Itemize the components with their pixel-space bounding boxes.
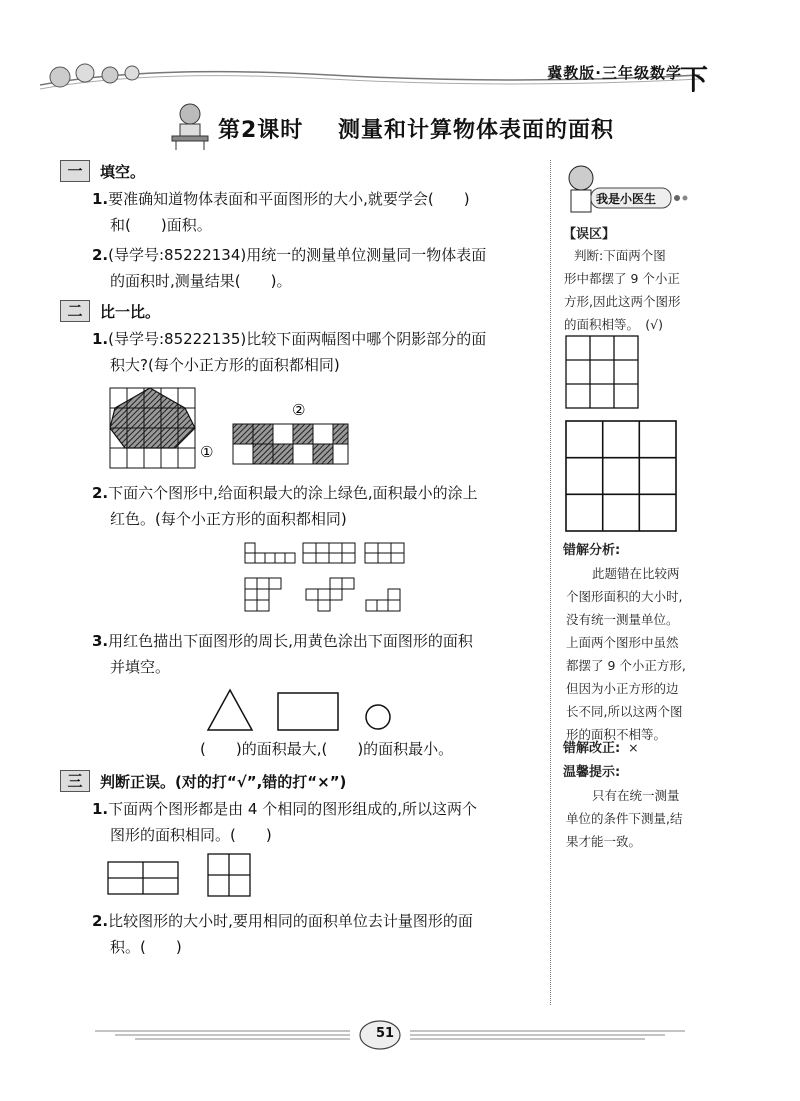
question-2-1-cont: 积大?(每个小正方形的面积都相同) bbox=[110, 356, 340, 374]
wrong-text: 判断:下面两个图 形中都摆了 9 个小正 方形,因此这两个图形 的面积相等。 (√) bbox=[564, 248, 681, 332]
tip-label: 温馨提示: bbox=[563, 765, 621, 780]
question-2-3-blanks: ( )的面积最大,( )的面积最小。 bbox=[200, 740, 454, 758]
analysis-text: 此题错在比较两 个图形面积的大小时, 没有统一测量单位。 上面两个图形中虽然 都摆了 9 个小正方形, 但因为小正方形的边 长不同,所以这两个图 形的面积不相等。 bbox=[566, 566, 686, 742]
figure-1-grid bbox=[110, 388, 195, 468]
figure-2-label: ② bbox=[292, 401, 306, 419]
section-index: 三 bbox=[60, 770, 90, 792]
page-title bbox=[218, 113, 614, 144]
section-3-heading bbox=[60, 770, 346, 792]
correction-row: 错解改正: × bbox=[563, 740, 639, 756]
question-2-1: 1.(导学号:85222135)比较下面两幅图中哪个阴影部分的面 bbox=[92, 330, 487, 348]
small-3x3-grid bbox=[565, 335, 645, 413]
question-1-1: 1.要准确知道物体表面和平面图形的大小,就要学会( ) bbox=[92, 190, 470, 208]
circle-shape bbox=[366, 705, 390, 729]
analysis-label: 错解分析: bbox=[563, 543, 621, 558]
figure-1-label: ① bbox=[200, 443, 214, 461]
page-number: 51 bbox=[375, 1026, 395, 1041]
badge-label: 我是小医生 bbox=[596, 192, 657, 206]
section-index: 二 bbox=[60, 300, 90, 322]
section-title: 比一比。 bbox=[100, 302, 161, 321]
wrong-label: 【误区】 bbox=[563, 227, 616, 242]
question-3-1: 1.下面两个图形都是由 4 个相同的图形组成的,所以这两个 bbox=[92, 800, 477, 818]
question-3-2-cont: 积。( ) bbox=[110, 938, 182, 956]
volume-label: 下 bbox=[680, 63, 709, 96]
question-3-2: 2.比较图形的大小时,要用相同的面积单位去计量图形的面 bbox=[92, 912, 473, 930]
four-part-shapes bbox=[105, 850, 265, 902]
series-label: 冀教版·三年级数学 bbox=[547, 64, 682, 82]
large-3x3-grid bbox=[565, 420, 680, 535]
tip-text: 只有在统一测量 单位的条件下测量,结 果才能一致。 bbox=[566, 788, 683, 849]
question-2-3-cont: 并填空。 bbox=[110, 658, 171, 676]
rectangle-shape bbox=[278, 693, 338, 730]
section-title: 判断正误。(对的打“√”,错的打“×”) bbox=[100, 772, 347, 791]
question-2-2-cont: 红色。(每个小正方形的面积都相同) bbox=[110, 510, 347, 528]
column-divider bbox=[550, 160, 551, 1005]
six-square-shapes bbox=[240, 538, 410, 618]
section-title: 填空。 bbox=[100, 162, 146, 181]
triangle-rectangle-circle bbox=[200, 685, 420, 735]
question-3-1-cont: 图形的面积相同。( ) bbox=[110, 826, 272, 844]
section-2-heading bbox=[60, 300, 160, 322]
question-2-3: 3.用红色描出下面图形的周长,用黄色涂出下面图形的面积 bbox=[92, 632, 473, 650]
section-index: 一 bbox=[60, 160, 90, 182]
question-2-2: 2.下面六个图形中,给面积最大的涂上绿色,面积最小的涂上 bbox=[92, 484, 478, 502]
student-at-desk-icon bbox=[170, 100, 210, 150]
shaded-grid-figures bbox=[100, 385, 350, 475]
question-1-2-cont: 的面积时,测量结果( )。 bbox=[110, 272, 292, 290]
question-1-1-cont: 和( )面积。 bbox=[110, 216, 212, 234]
lesson-number: 第2课时 bbox=[218, 118, 304, 143]
question-1-2: 2.(导学号:85222134)用统一的测量单位测量同一物体表面 bbox=[92, 246, 487, 264]
section-1-heading bbox=[60, 160, 145, 182]
lesson-topic: 测量和计算物体表面的面积 bbox=[337, 118, 614, 143]
figure-2-grid bbox=[233, 424, 348, 464]
triangle-shape bbox=[208, 690, 252, 730]
